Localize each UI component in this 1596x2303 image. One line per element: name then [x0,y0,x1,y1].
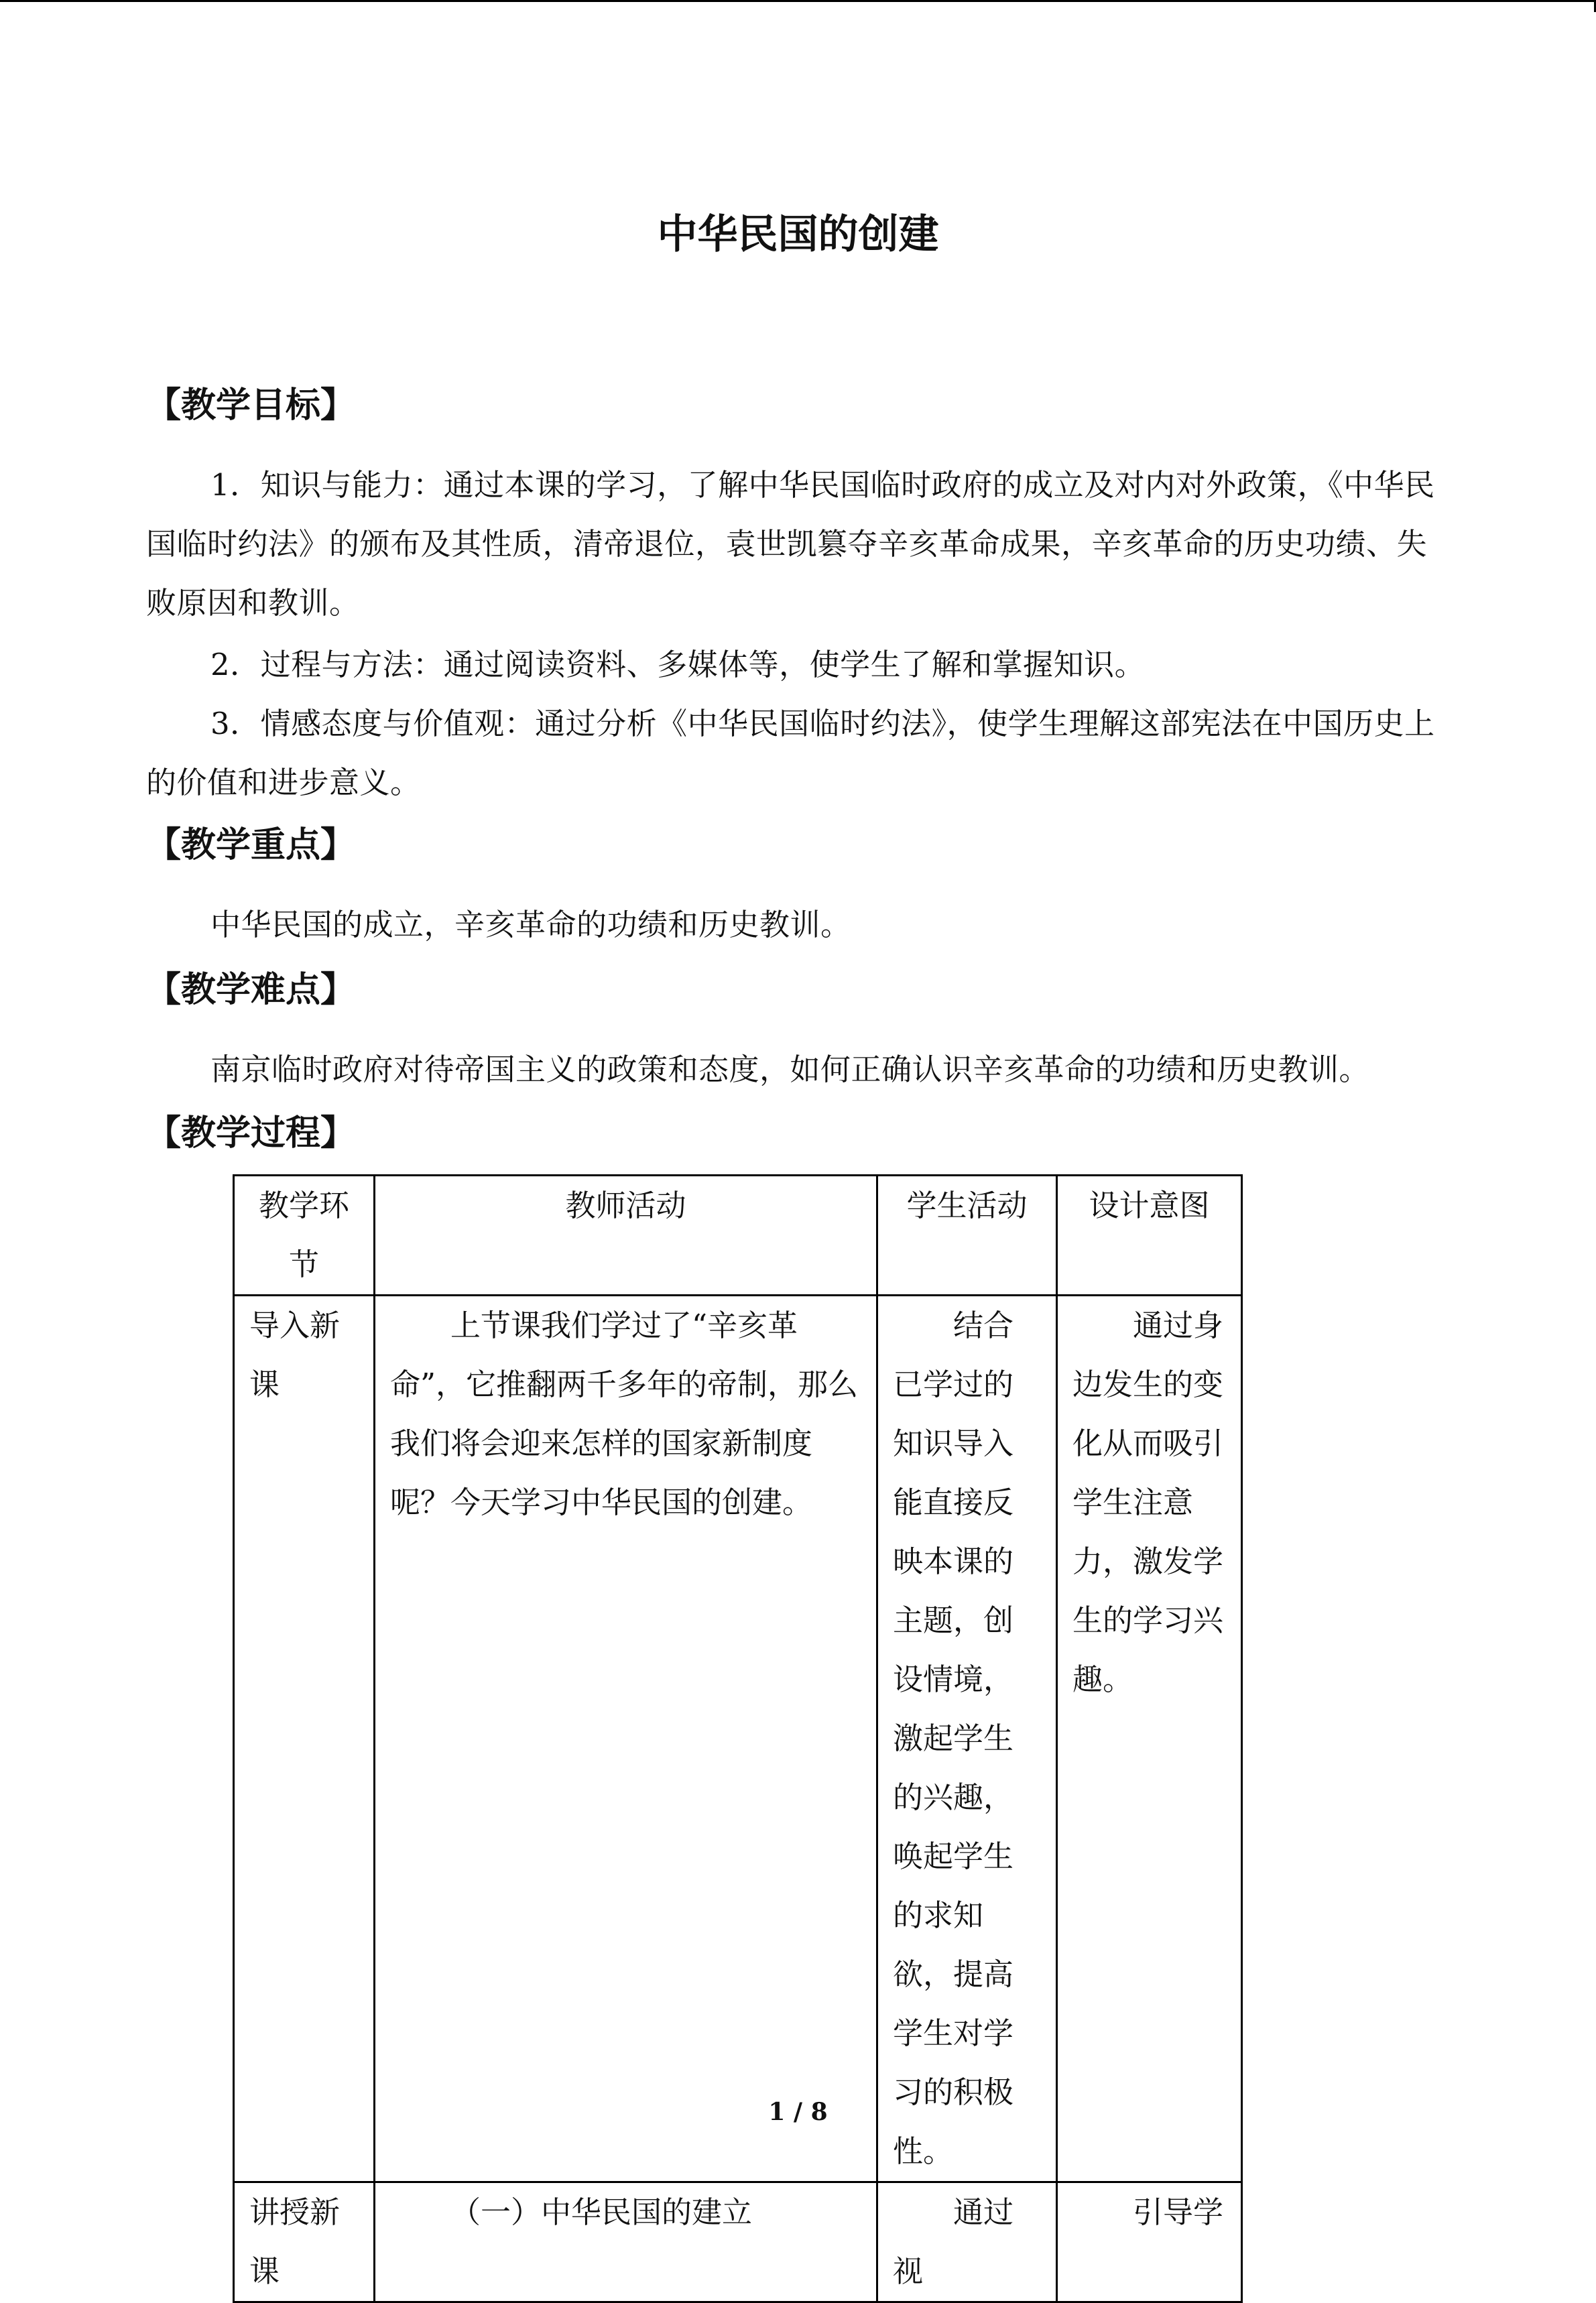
cell-student-text: 结合已学过的知识导入能直接反映本课的主题，创设情境，激起学生的兴趣，唤起学生的求知欲，提高学生对学习的积极性。 [893,1308,1014,2169]
heading-process: 【教学过程】 [146,1113,356,1154]
header-stage: 教学环节 [234,1176,375,1296]
cell-student [877,2182,1057,2302]
cell-intent-text: 引导学 [1133,2194,1224,2230]
header-design-intent: 设计意图 [1057,1176,1242,1296]
cell-teacher-text: （一）中华民国的建立 [450,2194,753,2230]
cell-student-text: 通过视 [893,2194,1014,2289]
heading-objectives: 【教学目标】 [146,385,356,426]
cell-teacher-text: 上节课我们学过了“辛亥革命”，它推翻两千多年的帝制，那么我们将会迎来怎样的国家新制度呢？今天学习中华民国的创建。 [390,1308,859,1520]
objective-item-1: 1．知识与能力：通过本课的学习，了解中华民国临时政府的成立及对内对外政策，《中华民国临时约法》的颁布及其性质，清帝退位，袁世凯篡夺辛亥革命成果，辛亥革命的历史功绩、失败原因和教训。 [146,467,1435,621]
page-number: 1 / 8 [768,2098,828,2126]
cell-stage-text: 导入新课 [249,1308,341,1402]
key-points-text: 中华民国的成立，辛亥革命的功绩和历史教训。 [210,907,851,942]
cell-stage [234,2182,375,2302]
header-teacher-activity: 教师活动 [375,1176,877,1296]
cell-teacher [375,1296,877,2182]
cell-teacher [375,2182,877,2302]
objective-item-3: 3．情感态度与价值观：通过分析《中华民国临时约法》，使学生理解这部宪法在中国历史上的价值和进步意义。 [146,706,1435,800]
objective-item-2: 2．过程与方法：通过阅读资料、多媒体等，使学生了解和掌握知识。 [210,647,1146,682]
cell-intent-text: 通过身边发生的变化从而吸引学生注意力，激发学生的学习兴趣。 [1072,1308,1224,1697]
header-student-activity: 学生活动 [877,1176,1057,1296]
cell-stage [234,1296,375,2182]
page-top-border [0,0,1596,2]
difficulties-text: 南京临时政府对待帝国主义的政策和态度，如何正确认识辛亥革命的功绩和历史教训。 [210,1052,1370,1087]
cell-intent [1057,1296,1242,2182]
cell-stage-text: 讲授新课 [249,2194,341,2289]
teaching-process-table [233,1174,1243,2303]
heading-difficulties: 【教学难点】 [146,969,356,1010]
heading-key-points: 【教学重点】 [146,824,356,865]
cell-intent [1057,2182,1242,2302]
table-row [234,1296,1242,2182]
cell-student [877,1296,1057,2182]
table-header-row [234,1176,1242,1296]
table-row [234,2182,1242,2302]
document-title: 中华民国的创建 [657,211,939,258]
